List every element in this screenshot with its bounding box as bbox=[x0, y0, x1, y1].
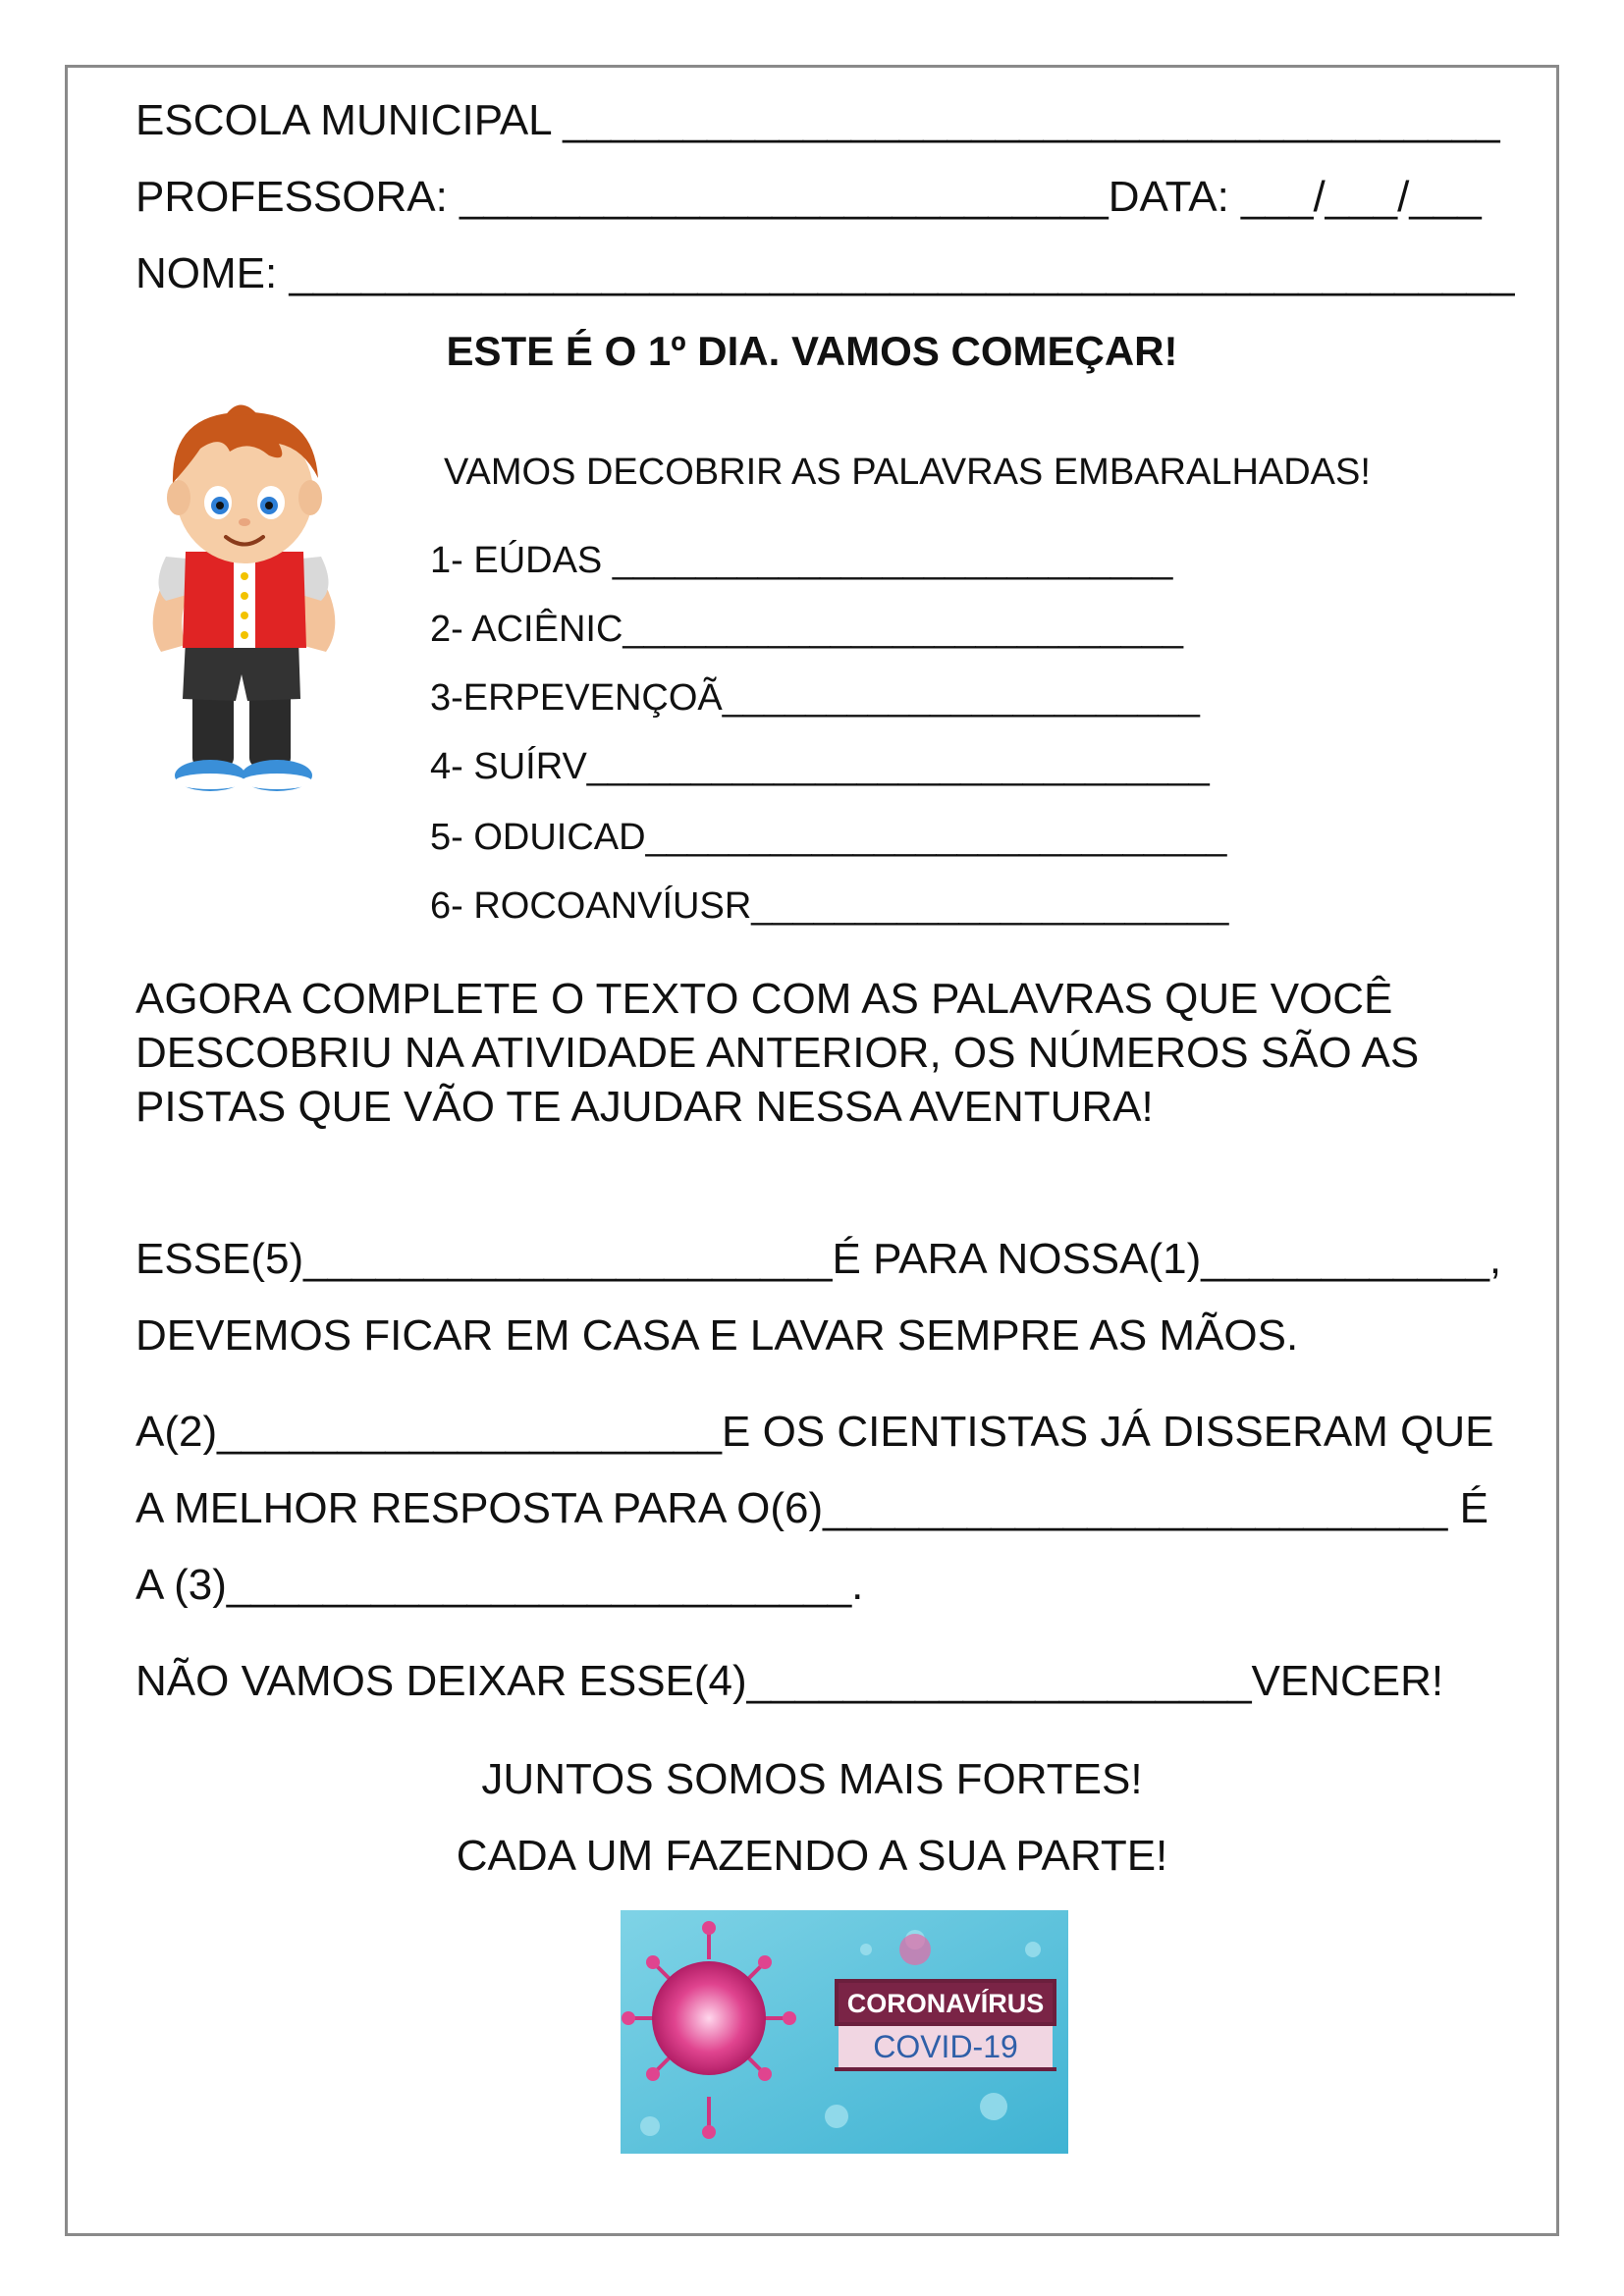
text-line: NÃO VAMOS DEIXAR ESSE(4)_____________________VENCER! bbox=[135, 1657, 1444, 1705]
scrambled-word-1: 1- EÚDAS ___________________________ bbox=[430, 540, 1173, 581]
page-title: ESTE É O 1º DIA. VAMOS COMEÇAR! bbox=[446, 328, 1178, 374]
scrambled-word-4: 4- SUÍRV______________________________ bbox=[430, 746, 1210, 787]
text-line: ESSE(5)______________________É PARA NOSSA(1)____________, bbox=[135, 1235, 1502, 1283]
scrambled-word-2: 2- ACIÊNIC___________________________ bbox=[430, 609, 1183, 650]
banner-subtitle: COVID-19 bbox=[873, 2029, 1018, 2064]
text-line: A (3)__________________________. bbox=[135, 1561, 864, 1609]
instruction-line: DESCOBRIU NA ATIVIDADE ANTERIOR, OS NÚMEROS SÃO AS bbox=[135, 1029, 1420, 1077]
name-field: NOME: ___________________________________________________ bbox=[135, 249, 1515, 297]
text-line: DEVEMOS FICAR EM CASA E LAVAR SEMPRE AS MÃOS. bbox=[135, 1311, 1299, 1360]
boy-illustration bbox=[132, 395, 357, 807]
scrambled-word-5: 5- ODUICAD____________________________ bbox=[430, 817, 1227, 858]
instruction-line: PISTAS QUE VÃO TE AJUDAR NESSA AVENTURA! bbox=[135, 1083, 1154, 1131]
scrambled-word-3: 3-ERPEVENÇOÃ_______________________ bbox=[430, 677, 1200, 719]
closing-line: JUNTOS SOMOS MAIS FORTES! bbox=[481, 1755, 1143, 1803]
coronavirus-banner-image bbox=[621, 1910, 1068, 2154]
scrambled-word-6: 6- ROCOANVÍUSR_______________________ bbox=[430, 885, 1229, 927]
teacher-date-field: PROFESSORA: ___________________________DATA: ___/___/___ bbox=[135, 173, 1482, 221]
exercise-subtitle: VAMOS DECOBRIR AS PALAVRAS EMBARALHADAS! bbox=[444, 452, 1371, 493]
closing-line: CADA UM FAZENDO A SUA PARTE! bbox=[456, 1832, 1168, 1880]
text-line: A MELHOR RESPOSTA PARA O(6)__________________________ É bbox=[135, 1484, 1489, 1532]
school-field: ESCOLA MUNICIPAL _______________________________________ bbox=[135, 96, 1500, 144]
text-line: A(2)_____________________E OS CIENTISTAS JÁ DISSERAM QUE bbox=[135, 1408, 1494, 1456]
banner-title: CORONAVÍRUS bbox=[846, 1989, 1045, 2018]
instruction-line: AGORA COMPLETE O TEXTO COM AS PALAVRAS QUE VOCÊ bbox=[135, 975, 1393, 1023]
